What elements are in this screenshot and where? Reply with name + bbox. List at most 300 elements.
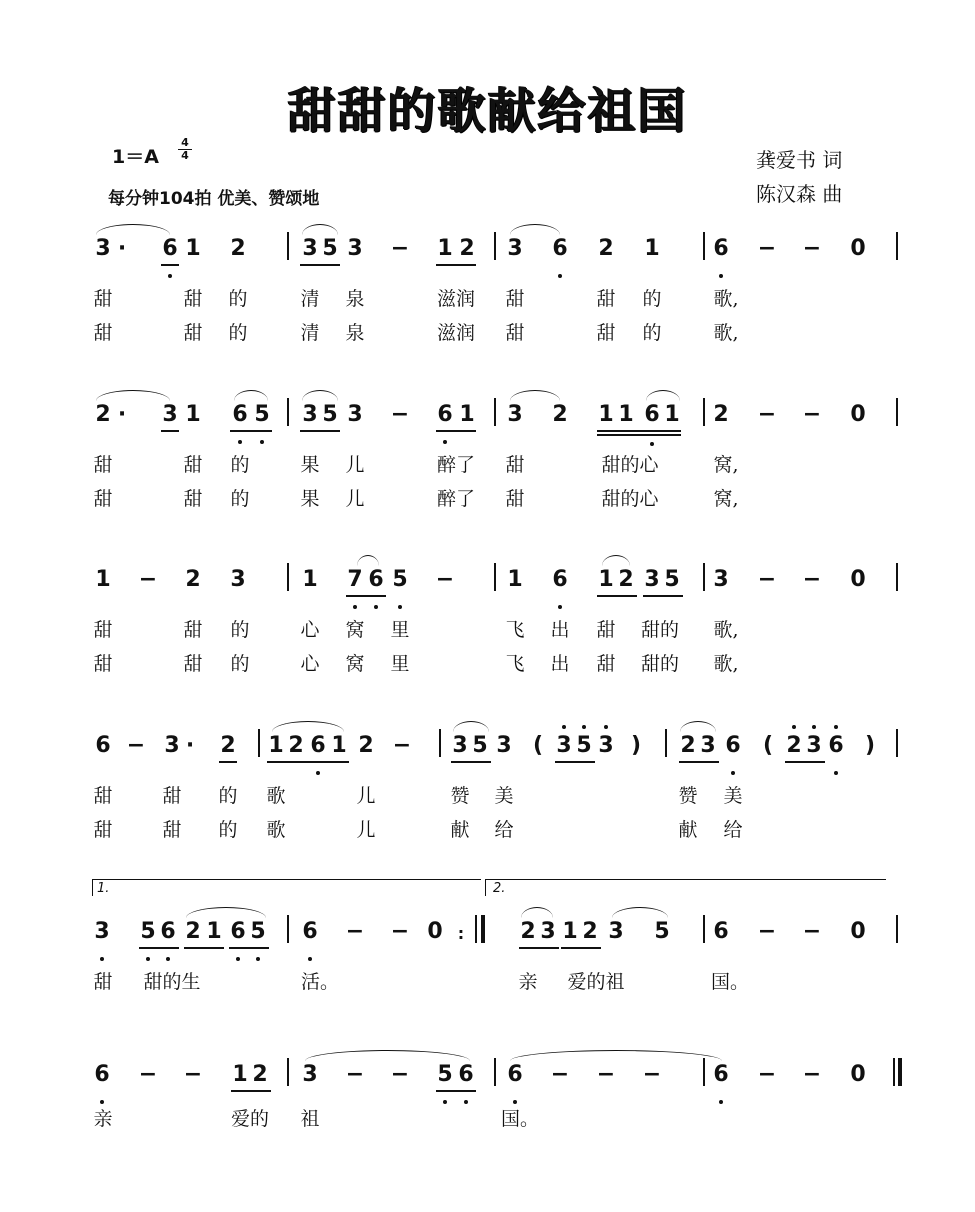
paren-close: ) <box>864 733 876 758</box>
volta-number-1: 1. <box>97 881 110 896</box>
octave-dot-low <box>308 957 312 961</box>
slur <box>510 224 560 235</box>
octave-dot-low <box>238 440 242 444</box>
octave-dot-low <box>260 440 264 444</box>
underline <box>451 761 491 763</box>
composer-credit: 陈汉森 曲 <box>756 182 843 206</box>
repeat-sign-dots: : <box>457 924 465 943</box>
barline <box>703 915 705 943</box>
score-row-2 <box>0 402 975 552</box>
note: 2 <box>582 919 598 944</box>
lyric: 的 <box>230 619 250 641</box>
lyric: 献 <box>678 819 698 841</box>
lyric: 甜的心 <box>601 454 659 476</box>
note: 3 <box>700 733 716 758</box>
accent-dot <box>792 725 796 729</box>
dash: − <box>183 1062 203 1087</box>
lyric: 醉了 <box>436 454 476 476</box>
lyric: 爱的祖 <box>567 971 625 993</box>
lyric: 甜 <box>183 619 203 641</box>
lyric: 甜 <box>505 288 525 310</box>
dash: − <box>126 733 146 758</box>
underline <box>643 595 683 597</box>
note: 6 <box>302 919 318 944</box>
note: 6 <box>232 402 248 427</box>
lyric: 的 <box>230 488 250 510</box>
lyric: 甜 <box>162 819 182 841</box>
accent-dot <box>562 725 566 729</box>
barline <box>494 563 496 591</box>
lyric: 甜 <box>505 454 525 476</box>
lyric: 亲 <box>93 1108 113 1130</box>
lyric: 的 <box>218 785 238 807</box>
lyric: 的 <box>230 653 250 675</box>
lyric: 儿 <box>356 785 376 807</box>
note: 0 <box>850 402 866 427</box>
score-row-4 <box>0 733 975 883</box>
lyric: 甜 <box>93 785 113 807</box>
underline <box>436 430 476 432</box>
lyric: 窝, <box>713 488 739 510</box>
note: 1 <box>268 733 284 758</box>
volta-bracket-1 <box>92 879 481 896</box>
note: 3 <box>302 1062 318 1087</box>
note: 5 <box>576 733 592 758</box>
note: 3 <box>162 402 178 427</box>
lyric: 歌 <box>266 785 286 807</box>
lyric: 果 <box>300 454 320 476</box>
note: 7 <box>347 567 363 592</box>
octave-dot-low <box>558 605 562 609</box>
lyric: 甜 <box>596 288 616 310</box>
lyric: 美 <box>723 785 743 807</box>
lyric: 歌, <box>713 653 739 675</box>
lyric: 给 <box>494 819 514 841</box>
note: 1 <box>562 919 578 944</box>
dash: − <box>390 1062 410 1087</box>
note: 5 <box>392 567 408 592</box>
note: 3 <box>452 733 468 758</box>
lyric: 心 <box>300 619 320 641</box>
note: 1 <box>95 567 111 592</box>
note: 5 <box>664 567 680 592</box>
note: 2 <box>185 919 201 944</box>
lyric: 的 <box>642 322 662 344</box>
lyric: 滋润 <box>436 322 476 344</box>
barline <box>703 563 705 591</box>
dash: − <box>802 919 822 944</box>
underline <box>229 947 269 949</box>
lyric: 甜的生 <box>143 971 201 993</box>
underline <box>139 947 179 949</box>
lyric: 的 <box>230 454 250 476</box>
barline <box>703 1058 705 1086</box>
note: 6 <box>94 1062 110 1087</box>
lyric: 国。 <box>500 1108 540 1130</box>
dash: − <box>802 236 822 261</box>
dash: − <box>802 567 822 592</box>
underline <box>219 761 237 763</box>
underline <box>436 1090 476 1092</box>
lyric: 泉 <box>345 288 365 310</box>
barline <box>494 232 496 260</box>
slur <box>302 224 338 235</box>
lyric: 窝 <box>345 653 365 675</box>
lyric: 赞 <box>678 785 698 807</box>
note: 3 <box>95 236 111 261</box>
note: 6 <box>828 733 844 758</box>
lyric: 窝 <box>345 619 365 641</box>
underline <box>597 595 637 597</box>
octave-dot-low <box>353 605 357 609</box>
volta-number-2: 2. <box>493 881 506 896</box>
time-signature-bottom: 4 <box>181 149 189 162</box>
lyric: 甜 <box>93 819 113 841</box>
dash: − <box>757 236 777 261</box>
note: 6 <box>437 402 453 427</box>
barline <box>703 398 705 426</box>
key-signature: 1＝A <box>112 146 159 168</box>
note: 2 <box>230 236 246 261</box>
note: 0 <box>427 919 443 944</box>
lyric: 活。 <box>300 971 340 993</box>
lyric: 甜的心 <box>601 488 659 510</box>
octave-dot-low <box>719 274 723 278</box>
octave-dot-low <box>443 440 447 444</box>
note: 3 <box>540 919 556 944</box>
note: 6 <box>162 236 178 261</box>
underline <box>300 264 340 266</box>
lyric: 甜 <box>162 785 182 807</box>
note: 1 <box>507 567 523 592</box>
octave-dot-low <box>834 771 838 775</box>
slur <box>96 390 170 401</box>
barline <box>494 398 496 426</box>
dash: − <box>390 236 410 261</box>
lyric: 滋润 <box>436 288 476 310</box>
lyric: 儿 <box>356 819 376 841</box>
lyric: 窝, <box>713 454 739 476</box>
note: 1 <box>185 402 201 427</box>
underline <box>679 761 719 763</box>
octave-dot-low <box>146 957 150 961</box>
lyric: 甜 <box>505 488 525 510</box>
octave-dot-low <box>166 957 170 961</box>
lyric: 醉了 <box>436 488 476 510</box>
score-row-6 <box>0 1062 975 1212</box>
lyric: 歌, <box>713 322 739 344</box>
barline <box>287 398 289 426</box>
octave-dot-low <box>443 1100 447 1104</box>
underline <box>436 264 476 266</box>
note: 2 <box>252 1062 268 1087</box>
lyric: 泉 <box>345 322 365 344</box>
note: 3 <box>598 733 614 758</box>
dash: − <box>138 1062 158 1087</box>
note: 5 <box>140 919 156 944</box>
dash: − <box>757 402 777 427</box>
barline <box>287 563 289 591</box>
note: 2 <box>520 919 536 944</box>
barline <box>896 915 898 943</box>
underline <box>561 947 601 949</box>
underline <box>231 1090 271 1092</box>
note: 2 <box>680 733 696 758</box>
note: 2 <box>598 236 614 261</box>
underline <box>300 430 340 432</box>
note: 3 <box>302 402 318 427</box>
note: 1 <box>618 402 634 427</box>
slur <box>602 555 630 566</box>
lyric: 国。 <box>710 971 750 993</box>
lyric: 甜 <box>505 322 525 344</box>
note: 0 <box>850 919 866 944</box>
note: 1 <box>185 236 201 261</box>
paren-open: ( <box>532 733 544 758</box>
lyric: 出 <box>550 653 570 675</box>
underline <box>161 430 179 432</box>
slur <box>186 907 266 918</box>
lyric: 歌, <box>713 619 739 641</box>
underline-double <box>597 434 681 436</box>
dash: − <box>596 1062 616 1087</box>
note: 1 <box>598 402 614 427</box>
lyric: 歌, <box>713 288 739 310</box>
octave-dot-low <box>650 442 654 446</box>
score-row-5 <box>0 881 975 1069</box>
lyric: 飞 <box>505 653 525 675</box>
barline <box>475 915 477 943</box>
note: 3 <box>507 236 523 261</box>
note: 1 <box>664 402 680 427</box>
lyric: 甜 <box>183 488 203 510</box>
barline <box>896 232 898 260</box>
dash: − <box>345 919 365 944</box>
dash: − <box>435 567 455 592</box>
underline <box>267 761 349 763</box>
barline <box>896 398 898 426</box>
lyric: 甜 <box>93 488 113 510</box>
octave-dot-low <box>100 957 104 961</box>
note: 3 <box>496 733 512 758</box>
note: 2 <box>552 402 568 427</box>
octave-dot-low <box>316 771 320 775</box>
paren-open: ( <box>762 733 774 758</box>
underline <box>519 947 559 949</box>
lyric: 甜 <box>183 288 203 310</box>
slur <box>680 721 716 732</box>
note: 6 <box>552 236 568 261</box>
final-barline-thin <box>893 1058 895 1086</box>
note: 1 <box>232 1062 248 1087</box>
note: 6 <box>160 919 176 944</box>
accent-dot <box>604 725 608 729</box>
dash: − <box>802 402 822 427</box>
barline <box>287 232 289 260</box>
lyric: 的 <box>228 322 248 344</box>
octave-dot-low <box>719 1100 723 1104</box>
lyric: 献 <box>450 819 470 841</box>
slur <box>234 390 268 401</box>
note: 3 <box>164 733 180 758</box>
slur <box>96 224 170 235</box>
dash: − <box>802 1062 822 1087</box>
dash: − <box>345 1062 365 1087</box>
dash: − <box>390 919 410 944</box>
lyric: 赞 <box>450 785 470 807</box>
lyric: 甜 <box>93 971 113 993</box>
lyric: 果 <box>300 488 320 510</box>
time-signature-top: 4 <box>181 136 189 149</box>
slur <box>357 555 379 566</box>
note: 5 <box>654 919 670 944</box>
octave-dot-low <box>731 771 735 775</box>
underline <box>161 264 179 266</box>
lyric: 甜 <box>93 653 113 675</box>
note: 2 <box>618 567 634 592</box>
underline <box>555 761 595 763</box>
note: 6 <box>644 402 660 427</box>
note: 3 <box>94 919 110 944</box>
octave-dot-low <box>464 1100 468 1104</box>
note: 2 <box>95 402 111 427</box>
dash: − <box>392 733 412 758</box>
barline <box>287 915 289 943</box>
note: 5 <box>254 402 270 427</box>
slur <box>646 390 680 401</box>
dash: − <box>642 1062 662 1087</box>
accent-dot <box>834 725 838 729</box>
lyric: 甜的 <box>640 619 680 641</box>
note: 1 <box>644 236 660 261</box>
note: 6 <box>230 919 246 944</box>
time-signature <box>178 138 192 161</box>
octave-dot-low <box>168 274 172 278</box>
slur <box>521 907 553 918</box>
dash: − <box>550 1062 570 1087</box>
barline <box>287 1058 289 1086</box>
note: 6 <box>713 1062 729 1087</box>
slur <box>272 721 344 732</box>
lyric: 的 <box>642 288 662 310</box>
underline <box>230 430 272 432</box>
barline <box>665 729 667 757</box>
lyric: 儿 <box>345 488 365 510</box>
note: 0 <box>850 236 866 261</box>
underline <box>597 430 681 432</box>
note: 6 <box>458 1062 474 1087</box>
note: 3 <box>806 733 822 758</box>
lyric: 甜 <box>596 653 616 675</box>
lyric: 清 <box>300 288 320 310</box>
note: 3 <box>644 567 660 592</box>
note: 6 <box>552 567 568 592</box>
lyric: 心 <box>300 653 320 675</box>
slur <box>612 907 668 918</box>
dash: − <box>757 567 777 592</box>
octave-dot-low <box>236 957 240 961</box>
note: 3 <box>713 567 729 592</box>
note: 1 <box>459 402 475 427</box>
note: 2 <box>185 567 201 592</box>
note: 1 <box>598 567 614 592</box>
barline <box>896 729 898 757</box>
note: 2 <box>713 402 729 427</box>
note: 3 <box>230 567 246 592</box>
accent-dot <box>582 725 586 729</box>
lyric: 爱的 <box>230 1108 270 1130</box>
lyric: 祖 <box>300 1108 320 1130</box>
tempo-marking: 每分钟104拍 优美、赞颂地 <box>108 189 320 209</box>
underline <box>184 947 224 949</box>
octave-dot-low <box>374 605 378 609</box>
dash: − <box>390 402 410 427</box>
song-title: 甜甜的歌献给祖国 <box>287 83 688 139</box>
note: 2 <box>786 733 802 758</box>
lyric: 歌 <box>266 819 286 841</box>
paren-close: ) <box>630 733 642 758</box>
volta-bracket-2 <box>485 879 886 896</box>
dash: − <box>757 1062 777 1087</box>
barline <box>703 232 705 260</box>
lyric: 甜 <box>596 322 616 344</box>
note: 5 <box>472 733 488 758</box>
note: 2 <box>358 733 374 758</box>
note: 3 <box>507 402 523 427</box>
underline <box>785 761 825 763</box>
dash: − <box>138 567 158 592</box>
lyric: 美 <box>494 785 514 807</box>
note: 0 <box>850 567 866 592</box>
lyric: 的 <box>228 288 248 310</box>
barline-thick <box>481 915 485 943</box>
lyric: 的 <box>218 819 238 841</box>
augmentation-dot: · <box>117 402 127 427</box>
note: 5 <box>250 919 266 944</box>
note: 6 <box>368 567 384 592</box>
augmentation-dot: · <box>117 236 127 261</box>
barline <box>439 729 441 757</box>
slur <box>510 390 560 401</box>
note: 3 <box>608 919 624 944</box>
augmentation-dot: · <box>185 733 195 758</box>
note: 2 <box>220 733 236 758</box>
note: 6 <box>725 733 741 758</box>
note: 5 <box>437 1062 453 1087</box>
lyricist-credit: 龚爱书 词 <box>756 148 843 172</box>
lyric: 里 <box>390 653 410 675</box>
accent-dot <box>812 725 816 729</box>
note: 5 <box>322 236 338 261</box>
score-row-1 <box>0 236 975 386</box>
lyric: 亲 <box>518 971 538 993</box>
note: 6 <box>95 733 111 758</box>
note: 6 <box>507 1062 523 1087</box>
note: 3 <box>556 733 572 758</box>
barline <box>896 563 898 591</box>
note: 6 <box>310 733 326 758</box>
lyric: 甜 <box>93 288 113 310</box>
note: 6 <box>713 236 729 261</box>
slur <box>302 390 338 401</box>
lyric: 甜 <box>93 322 113 344</box>
lyric: 清 <box>300 322 320 344</box>
note: 1 <box>437 236 453 261</box>
lyric: 出 <box>550 619 570 641</box>
final-barline-thick <box>898 1058 902 1086</box>
lyric: 甜 <box>93 454 113 476</box>
octave-dot-low <box>256 957 260 961</box>
